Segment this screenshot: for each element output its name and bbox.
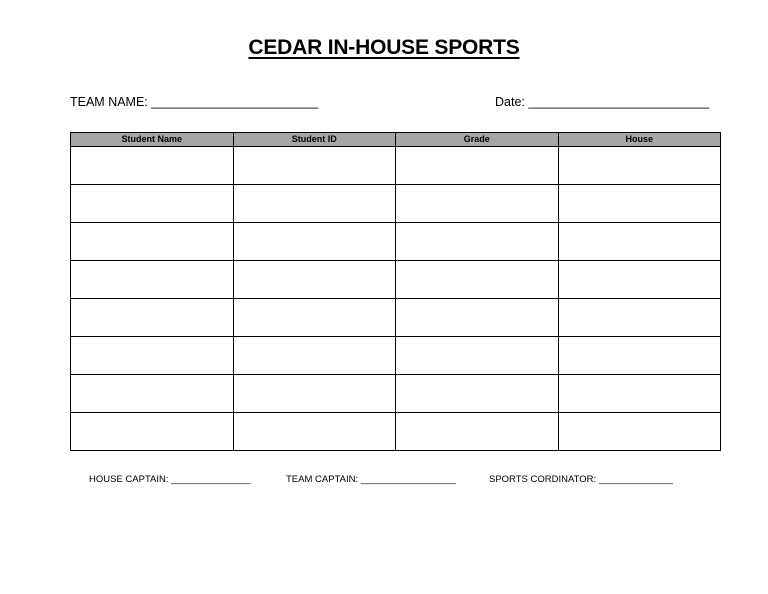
table-cell[interactable]: [396, 261, 559, 299]
team-name-field[interactable]: TEAM NAME: ________________________: [70, 95, 319, 109]
table-cell[interactable]: [396, 185, 559, 223]
table-cell[interactable]: [71, 147, 234, 185]
table-cell[interactable]: [396, 223, 559, 261]
table-row: [71, 337, 721, 375]
table-cell[interactable]: [558, 223, 721, 261]
table-cell[interactable]: [396, 375, 559, 413]
table-row: [71, 261, 721, 299]
table-header-row: [71, 133, 721, 147]
table-cell[interactable]: [71, 337, 234, 375]
column-header-house: House: [558, 133, 721, 147]
table-cell[interactable]: [558, 147, 721, 185]
table-cell[interactable]: [558, 337, 721, 375]
table-row: [71, 375, 721, 413]
table-row: [71, 299, 721, 337]
table-cell[interactable]: [558, 413, 721, 451]
table-cell[interactable]: [233, 261, 396, 299]
table-cell[interactable]: [71, 299, 234, 337]
team-captain-field[interactable]: TEAM CAPTAIN: __________________: [286, 474, 456, 485]
table-cell[interactable]: [396, 299, 559, 337]
table-cell[interactable]: [233, 185, 396, 223]
table-cell[interactable]: [71, 223, 234, 261]
column-header-student-id: Student ID: [233, 133, 396, 147]
table-cell[interactable]: [396, 413, 559, 451]
table-cell[interactable]: [558, 261, 721, 299]
table-cell[interactable]: [71, 185, 234, 223]
table-cell[interactable]: [71, 413, 234, 451]
sports-coordinator-field[interactable]: SPORTS CORDINATOR: ______________: [489, 474, 673, 485]
table-row: [71, 185, 721, 223]
table-cell[interactable]: [396, 147, 559, 185]
table-cell[interactable]: [233, 337, 396, 375]
house-captain-field[interactable]: HOUSE CAPTAIN: _______________: [89, 474, 251, 485]
table-cell[interactable]: [558, 299, 721, 337]
table-row: [71, 147, 721, 185]
table-cell[interactable]: [233, 375, 396, 413]
column-header-grade: Grade: [396, 133, 559, 147]
table-cell[interactable]: [233, 299, 396, 337]
table-cell[interactable]: [233, 223, 396, 261]
table-cell[interactable]: [396, 337, 559, 375]
table-row: [71, 413, 721, 451]
page-title: CEDAR IN-HOUSE SPORTS: [248, 36, 520, 59]
roster-table: [70, 132, 721, 451]
table-cell[interactable]: [233, 413, 396, 451]
table-cell[interactable]: [71, 261, 234, 299]
table-row: [71, 223, 721, 261]
table-cell[interactable]: [558, 185, 721, 223]
table-cell[interactable]: [71, 375, 234, 413]
column-header-student-name: Student Name: [71, 133, 234, 147]
table-cell[interactable]: [558, 375, 721, 413]
date-field[interactable]: Date: __________________________: [495, 95, 710, 109]
table-cell[interactable]: [233, 147, 396, 185]
